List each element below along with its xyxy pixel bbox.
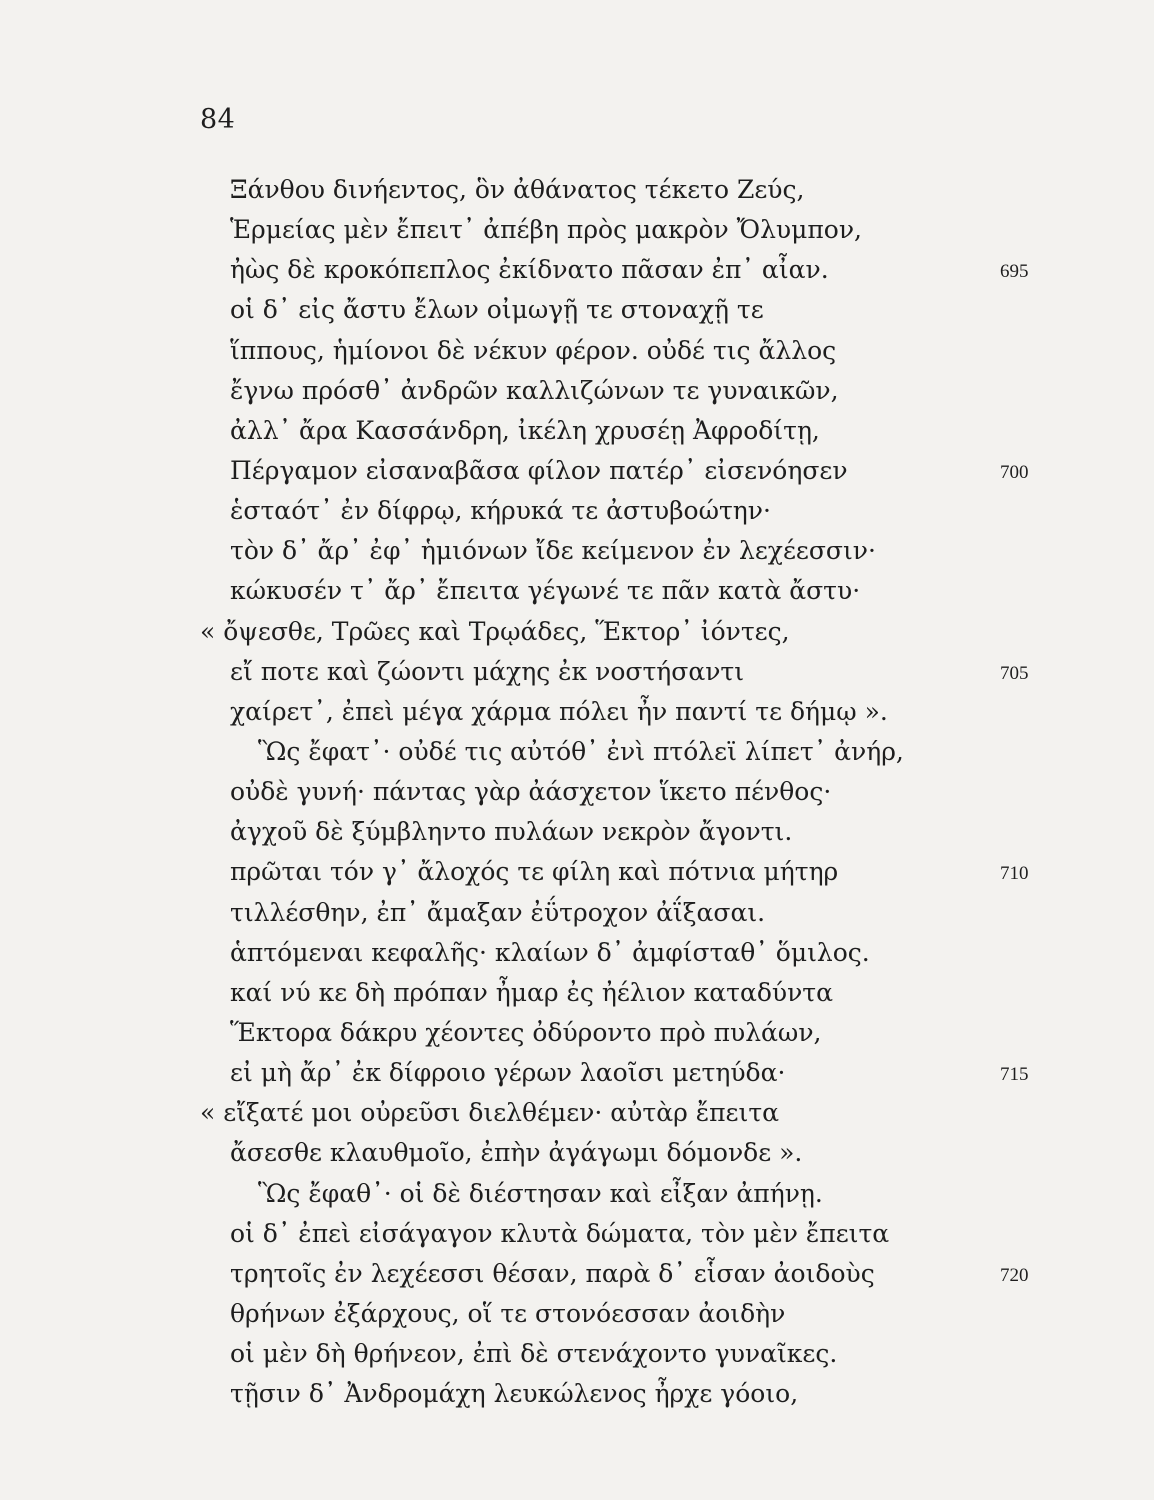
verse-text: τιλλέσθην, ἐπ᾽ ἄμαξαν ἐΰτροχον ἀΐξασαι. <box>230 897 766 927</box>
verse-text: τῇσιν δ᾽ Ἀνδρομάχη λευκώλενος ἦρχε γόοιο, <box>230 1379 799 1409</box>
verse-line <box>0 1093 1154 1133</box>
verse-text: χαίρετ᾽, ἐπεὶ μέγα χάρμα πόλει ἦν παντί τε δήμῳ ». <box>230 696 888 726</box>
verse-line <box>0 451 1154 491</box>
verse-line <box>0 652 1154 692</box>
verse-line <box>0 692 1154 732</box>
verse-line <box>0 491 1154 531</box>
verse-line <box>0 1053 1154 1093</box>
verse-line <box>0 250 1154 290</box>
line-number: 705 <box>1000 662 1029 684</box>
verse-text: οἱ δ᾽ εἰς ἄστυ ἔλων οἰμωγῇ τε στοναχῇ τε <box>230 295 764 325</box>
verse-line <box>0 210 1154 250</box>
verse-text: ἀλλ᾽ ἄρα Κασσάνδρη, ἰκέλη χρυσέῃ Ἀφροδίτῃ, <box>230 415 820 445</box>
verse-text: εἰ μὴ ἄρ᾽ ἐκ δίφροιο γέρων λαοῖσι μετηύδα· <box>230 1058 786 1088</box>
line-number: 695 <box>1000 261 1029 283</box>
verse-text: ἄσεσθε κλαυθμοῖο, ἐπὴν ἀγάγωμι δόμονδε ». <box>230 1138 803 1168</box>
verse-line <box>0 1254 1154 1294</box>
poem-text <box>0 170 1154 1414</box>
verse-line <box>0 371 1154 411</box>
verse-line <box>0 812 1154 852</box>
page-number: 84 <box>200 104 236 135</box>
verse-line <box>0 852 1154 892</box>
verse-line <box>0 893 1154 933</box>
verse-line <box>0 1374 1154 1414</box>
verse-text: οὐδὲ γυνή· πάντας γὰρ ἀάσχετον ἵκετο πένθος· <box>230 777 832 807</box>
verse-line <box>0 933 1154 973</box>
line-number: 710 <box>1000 863 1029 885</box>
verse-line <box>0 411 1154 451</box>
verse-text: κώκυσέν τ᾽ ἄρ᾽ ἔπειτα γέγωνέ τε πᾶν κατὰ ἄστυ· <box>230 576 861 606</box>
verse-text: ἀγχοῦ δὲ ξύμβληντο πυλάων νεκρὸν ἄγοντι. <box>230 817 793 847</box>
verse-line <box>0 1133 1154 1173</box>
verse-line <box>0 772 1154 812</box>
verse-text: Ἑρμείας μὲν ἔπειτ᾽ ἀπέβη πρὸς μακρὸν Ὄλυμπον, <box>230 215 863 245</box>
verse-text: Ἕκτορα δάκρυ χέοντες ὀδύροντο πρὸ πυλάων, <box>230 1017 822 1047</box>
verse-line <box>0 732 1154 772</box>
verse-line <box>0 612 1154 652</box>
verse-text: καί νύ κε δὴ πρόπαν ἦμαρ ἐς ἠέλιον καταδύντα <box>230 977 834 1007</box>
verse-text: οἱ μὲν δὴ θρήνεον, ἐπὶ δὲ στενάχοντο γυναῖκες. <box>230 1339 838 1369</box>
verse-text: « εἴξατέ μοι οὐρεῦσι διελθέμεν· αὐτὰρ ἔπειτα <box>200 1098 780 1128</box>
line-number: 715 <box>1000 1064 1029 1086</box>
verse-text: τρητοῖς ἐν λεχέεσσι θέσαν, παρὰ δ᾽ εἷσαν ἀοιδοὺς <box>230 1258 875 1288</box>
verse-text: ἁπτόμεναι κεφαλῆς· κλαίων δ᾽ ἀμφίσταθ᾽ ὅμιλος. <box>230 937 870 967</box>
verse-text: Πέργαμον εἰσαναβᾶσα φίλον πατέρ᾽ εἰσενόησεν <box>230 455 848 485</box>
verse-text: « ὄψεσθε, Τρῶες καὶ Τρῳάδες, Ἕκτορ᾽ ἰόντες, <box>200 616 790 646</box>
verse-text: Ὣς ἔφαθ᾽· οἱ δὲ διέστησαν καὶ εἶξαν ἀπήνῃ. <box>258 1178 823 1208</box>
line-number: 720 <box>1000 1264 1029 1286</box>
verse-text: οἱ δ᾽ ἐπεὶ εἰσάγαγον κλυτὰ δώματα, τὸν μὲν ἔπειτα <box>230 1218 890 1248</box>
verse-line <box>0 1013 1154 1053</box>
verse-line <box>0 1174 1154 1214</box>
verse-line <box>0 531 1154 571</box>
verse-text: τὸν δ᾽ ἄρ᾽ ἐφ᾽ ἡμιόνων ἴδε κείμενον ἐν λεχέεσσιν· <box>230 536 876 566</box>
verse-text: Ξάνθου δινήεντος, ὃν ἀθάνατος τέκετο Ζεύς, <box>230 175 805 204</box>
verse-text: ἵππους, ἡμίονοι δὲ νέκυν φέρον. οὐδέ τις ἄλλος <box>230 335 837 365</box>
verse-line <box>0 571 1154 611</box>
verse-line <box>0 331 1154 371</box>
verse-line <box>0 973 1154 1013</box>
verse-text: πρῶται τόν γ᾽ ἄλοχός τε φίλη καὶ πότνια μήτηρ <box>230 857 839 887</box>
verse-text: ἑσταότ᾽ ἐν δίφρῳ, κήρυκά τε ἀστυβοώτην· <box>230 496 771 526</box>
verse-text: θρήνων ἐξάρχους, οἵ τε στονόεσσαν ἀοιδὴν <box>230 1298 786 1328</box>
verse-line <box>0 290 1154 330</box>
line-number: 700 <box>1000 461 1029 483</box>
verse-line <box>0 1294 1154 1334</box>
verse-line <box>0 1214 1154 1254</box>
verse-text: ἠὼς δὲ κροκόπεπλος ἐκίδνατο πᾶσαν ἐπ᾽ αἶαν. <box>230 255 829 285</box>
verse-line <box>0 1334 1154 1374</box>
verse-text: εἴ ποτε καὶ ζώοντι μάχης ἐκ νοστήσαντι <box>230 656 745 686</box>
verse-text: Ὣς ἔφατ᾽· οὐδέ τις αὐτόθ᾽ ἐνὶ πτόλεϊ λίπετ᾽ ἀνήρ, <box>258 736 904 766</box>
verse-text: ἔγνω πρόσθ᾽ ἀνδρῶν καλλιζώνων τε γυναικῶν, <box>230 375 839 405</box>
verse-line <box>0 170 1154 210</box>
